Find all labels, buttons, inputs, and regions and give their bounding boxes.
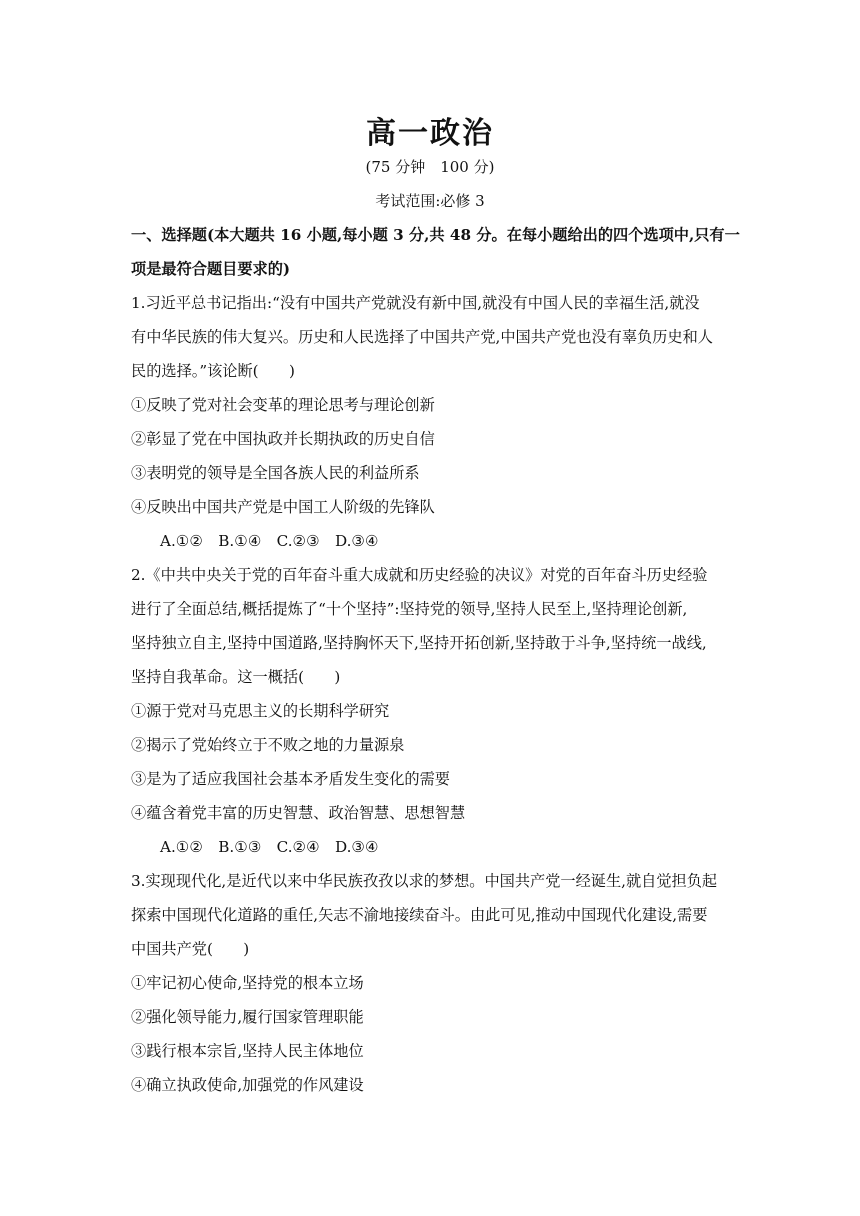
time-score: (75 分钟 100 分)	[365, 158, 495, 176]
q3-option: ③践行根本宗旨,坚持人民主体地位	[131, 1042, 364, 1060]
q1-stem: 1.习近平总书记指出:“没有中国共产党就没有新中国,就没有中国人民的幸福生活,就没	[131, 294, 700, 312]
q2-choices: A.①② B.①③ C.②④ D.③④	[160, 838, 379, 856]
q2-stem: 2.《中共中央关于党的百年奋斗重大成就和历史经验的决议》对党的百年奋斗历史经验	[131, 566, 708, 584]
q3-stem: 探索中国现代化道路的重任,矢志不渝地接续奋斗。由此可见,推动中国现代化建设,需要	[131, 906, 708, 924]
q3-option: ②强化领导能力,履行国家管理职能	[131, 1008, 364, 1026]
q1-stem: 有中华民族的伟大复兴。历史和人民选择了中国共产党,中国共产党也没有辜负历史和人	[131, 328, 713, 346]
section-heading: 一、选择题(本大题共 16 小题,每小题 3 分,共 48 分。在每小题给出的四个选项中,只有一	[131, 226, 740, 244]
q2-option: ③是为了适应我国社会基本矛盾发生变化的需要	[131, 770, 450, 788]
page-title: 高一政治	[366, 116, 494, 151]
q2-stem: 坚持自我革命。这一概括( )	[131, 668, 341, 686]
q1-option: ③表明党的领导是全国各族人民的利益所系	[131, 464, 420, 482]
q2-option: ②揭示了党始终立于不败之地的力量源泉	[131, 736, 405, 754]
q1-stem: 民的选择。”该论断( )	[131, 362, 295, 380]
q3-stem: 3.实现现代化,是近代以来中华民族孜孜以求的梦想。中国共产党一经诞生,就自觉担负起	[131, 872, 718, 890]
q1-option: ②彰显了党在中国执政并长期执政的历史自信	[131, 430, 435, 448]
q3-option: ④确立执政使命,加强党的作风建设	[131, 1076, 364, 1094]
q2-option: ④蕴含着党丰富的历史智慧、政治智慧、思想智慧	[131, 804, 466, 822]
q1-option: ④反映出中国共产党是中国工人阶级的先锋队	[131, 498, 435, 516]
exam-scope: 考试范围:必修 3	[375, 192, 485, 210]
q2-stem: 进行了全面总结,概括提炼了“十个坚持”:坚持党的领导,坚持人民至上,坚持理论创新,	[131, 600, 688, 618]
q1-option: ①反映了党对社会变革的理论思考与理论创新	[131, 396, 435, 414]
section-heading-cont: 项是最符合题目要求的)	[131, 260, 291, 278]
q3-stem: 中国共产党( )	[131, 940, 250, 958]
q3-option: ①牢记初心使命,坚持党的根本立场	[131, 974, 364, 992]
q2-option: ①源于党对马克思主义的长期科学研究	[131, 702, 390, 720]
q2-stem: 坚持独立自主,坚持中国道路,坚持胸怀天下,坚持开拓创新,坚持敢于斗争,坚持统一战线,	[131, 634, 707, 652]
q1-choices: A.①② B.①④ C.②③ D.③④	[160, 532, 379, 550]
